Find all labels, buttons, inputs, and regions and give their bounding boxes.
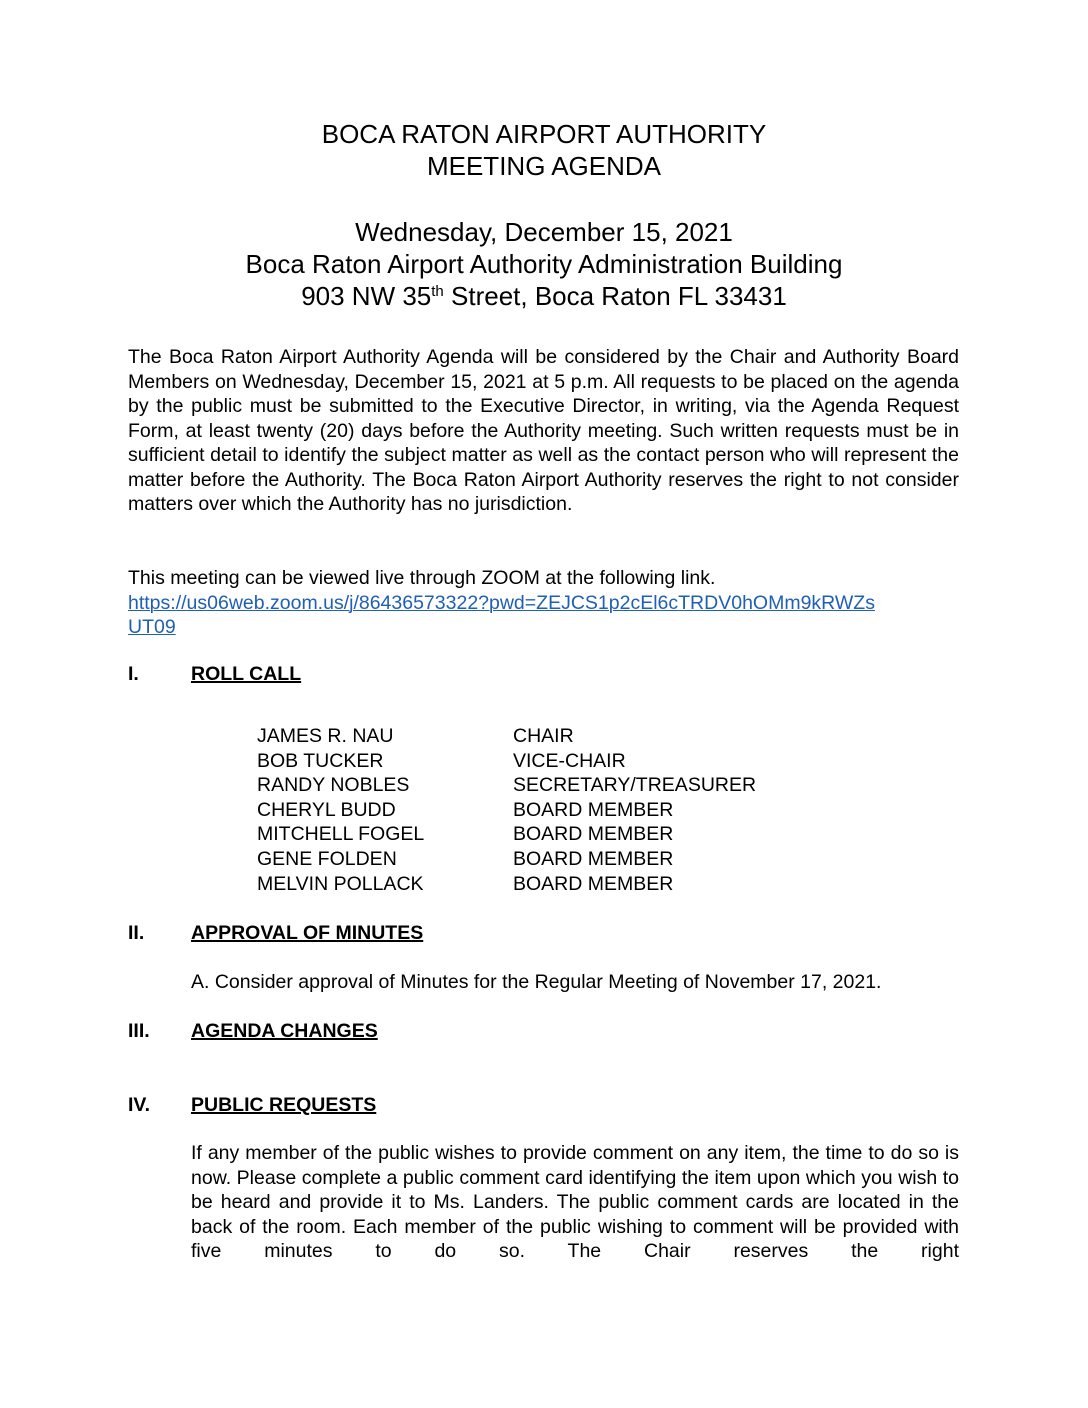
- member-name: RANDY NOBLES: [257, 774, 410, 797]
- section-number: III.: [128, 1020, 150, 1042]
- member-name: JAMES R. NAU: [257, 725, 394, 747]
- section-title: APPROVAL OF MINUTES: [191, 922, 424, 944]
- member-role: BOARD MEMBER: [513, 798, 674, 821]
- member-name: CHERYL BUDD: [257, 798, 396, 821]
- org-title: BOCA RATON AIRPORT AUTHORITY: [321, 119, 767, 149]
- section-title: AGENDA CHANGES: [191, 1020, 378, 1042]
- zoom-info: [128, 566, 978, 640]
- section-number: I.: [128, 663, 139, 685]
- doc-title: MEETING AGENDA: [426, 151, 662, 181]
- meeting-date: Wednesday, December 15, 2021: [355, 217, 733, 247]
- member-role: VICE-CHAIR: [513, 749, 626, 772]
- document-header: [0, 118, 1088, 182]
- intro-paragraph: The Boca Raton Airport Authority Agenda will be considered by the Chair and Authority Board Members on Wednesday, December 15, 2021 at 5 p.m. All requests to be placed on the agenda by the public must be submitted to the Executive Director, in writing, via the Agenda Request Form, at least twenty (20) days before the Authority meeting. Such written requests must be in sufficient detail to identify the subject matter as well as the contact person who will represent the matter before the Authority. The Boca Raton Airport Authority reserves the right to not consider matters over which the Authority has no jurisdiction.: [128, 346, 959, 515]
- zoom-link-cont[interactable]: UT09: [128, 616, 176, 638]
- public-requests-paragraph: If any member of the public wishes to provide comment on any item, the time to do so is now. Please complete a public comment card identifying the item upon which you wish to be heard and provide it to Ms. Landers. The public comment cards are located in the back of the room. Each member of the public wishing to comment will be provided with five minutes to do so. The Chair reserves the right: [191, 1142, 959, 1262]
- section-title: PUBLIC REQUESTS: [191, 1094, 377, 1116]
- member-role: BOARD MEMBER: [513, 823, 674, 846]
- section-title: ROLL CALL: [191, 663, 302, 685]
- zoom-text: This meeting can be viewed live through ZOOM at the following link.: [128, 567, 716, 589]
- member-name: MELVIN POLLACK: [257, 872, 424, 895]
- member-name: BOB TUCKER: [257, 749, 384, 772]
- member-role: BOARD MEMBER: [513, 847, 674, 870]
- meeting-location: Boca Raton Airport Authority Administration Building: [245, 249, 843, 279]
- meeting-info: [0, 216, 1088, 312]
- member-role: SECRETARY/TREASURER: [513, 774, 757, 797]
- meeting-address: 903 NW 35th Street, Boca Raton FL 33431: [301, 281, 787, 311]
- member-role: CHAIR: [513, 725, 574, 747]
- member-role: BOARD MEMBER: [513, 872, 674, 895]
- member-name: MITCHELL FOGEL: [257, 823, 425, 846]
- minutes-item: A. Consider approval of Minutes for the Regular Meeting of November 17, 2021.: [191, 971, 882, 993]
- zoom-link[interactable]: https://us06web.zoom.us/j/86436573322?pwd=ZEJCS1p2cEl6cTRDV0hOMm9kRWZs: [128, 591, 875, 614]
- section-number: II.: [128, 922, 145, 944]
- member-name: GENE FOLDEN: [257, 847, 397, 870]
- section-number: IV.: [128, 1094, 151, 1116]
